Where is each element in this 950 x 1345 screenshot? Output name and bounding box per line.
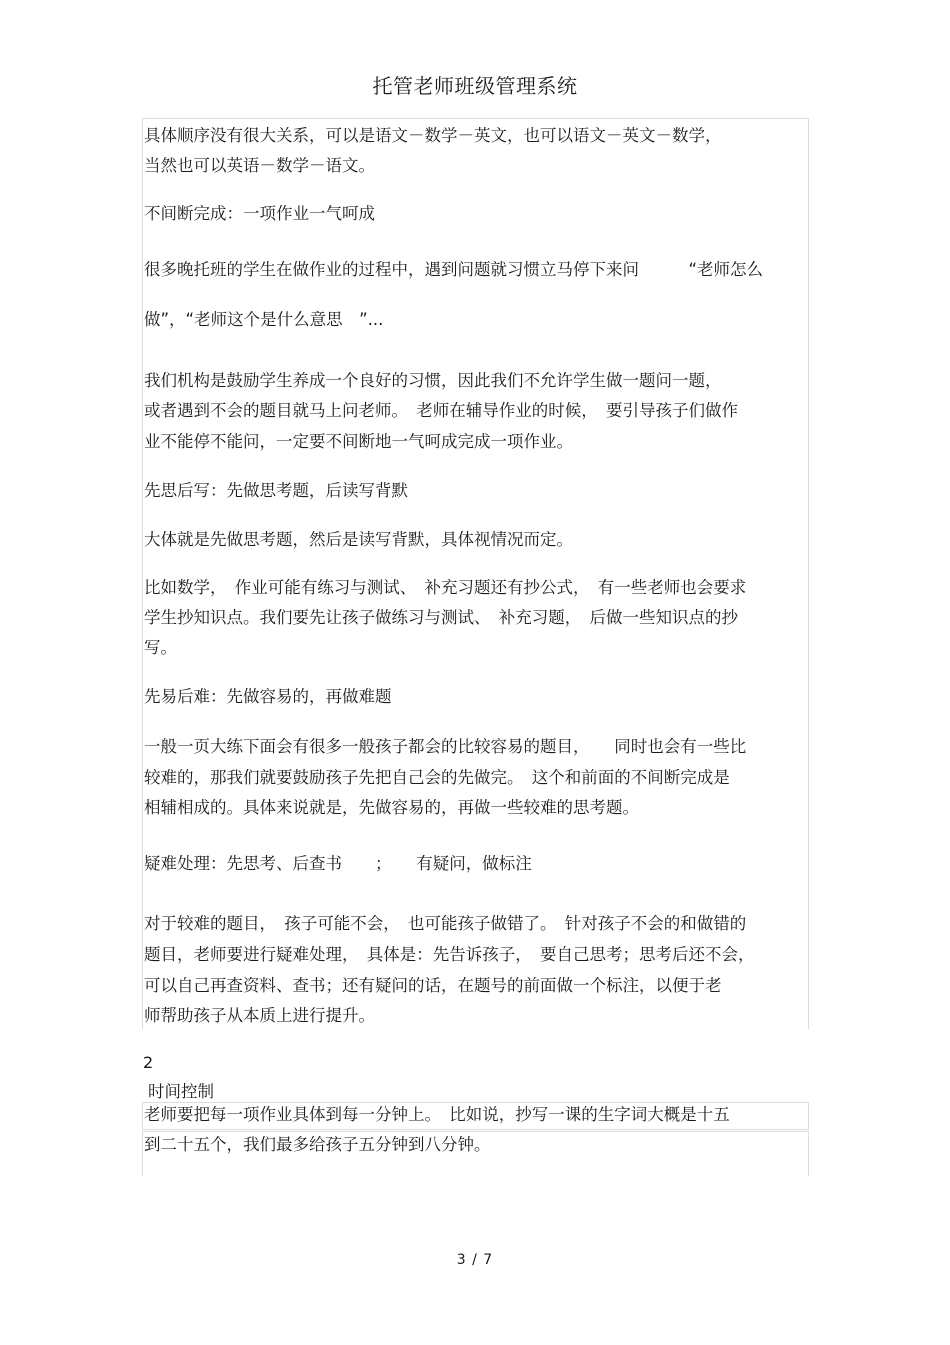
paragraph-line: 大体就是先做思考题，然后是读写背默，具体视情况而定。 <box>144 530 573 549</box>
paragraph-line: 业不能停不能问，一定要不间断地一气呵成完成一项作业。 <box>144 432 573 451</box>
paragraph-line: 师帮助孩子从本质上进行提升。 <box>144 1006 375 1025</box>
paragraph-line: 很多晚托班的学生在做作业的过程中，遇到问题就习惯立马停下来问 “老师怎么 <box>144 260 764 279</box>
paragraph-line: 老师要把每一项作业具体到每一分钟上。 比如说，抄写一课的生字词大概是十五 <box>144 1105 730 1124</box>
paragraph-line: 写。 <box>144 638 177 657</box>
subheading: 疑难处理：先思考、后查书 ； 有疑问，做标注 <box>144 854 532 873</box>
paragraph-line: 当然也可以英语－数学－语文。 <box>144 156 375 175</box>
paragraph-line: 具体顺序没有很大关系，可以是语文－数学－英文，也可以语文－英文－数学， <box>144 126 722 145</box>
section-number: 2 <box>143 1053 154 1072</box>
paragraph-line: 可以自己再查资料、查书；还有疑问的话，在题号的前面做一个标注，以便于老 <box>144 976 722 995</box>
subheading: 先易后难：先做容易的，再做难题 <box>144 687 392 706</box>
page-title: 托管老师班级管理系统 <box>372 74 578 98</box>
subheading: 不间断完成：一项作业一气呵成 <box>144 204 375 223</box>
paragraph-line: 我们机构是鼓励学生养成一个良好的习惯，因此我们不允许学生做一题问一题， <box>144 371 722 390</box>
subheading: 先思后写：先做思考题，后读写背默 <box>144 481 408 500</box>
content-frame <box>142 118 809 1029</box>
paragraph-line: 或者遇到不会的题目就马上问老师。 老师在辅导作业的时候， 要引导孩子们做作 <box>144 401 738 420</box>
paragraph-line: 相辅相成的。具体来说就是，先做容易的，再做一些较难的思考题。 <box>144 798 639 817</box>
section-title: 时间控制 <box>148 1082 214 1101</box>
page-indicator: 3 / 7 <box>456 1252 494 1268</box>
paragraph-line: 比如数学， 作业可能有练习与测试、 补充习题还有抄公式， 有一些老师也会要求 <box>144 578 747 597</box>
paragraph-line: 到二十五个，我们最多给孩子五分钟到八分钟。 <box>144 1135 491 1154</box>
paragraph-line: 题目，老师要进行疑难处理， 具体是：先告诉孩子， 要自己思考；思考后还不会， <box>144 945 755 964</box>
paragraph-line: 一般一页大练下面会有很多一般孩子都会的比较容易的题目， 同时也会有一些比 <box>144 737 747 756</box>
paragraph-line: 对于较难的题目， 孩子可能不会， 也可能孩子做错了。 针对孩子不会的和做错的 <box>144 914 747 933</box>
paragraph-line: 较难的，那我们就要鼓励孩子先把自己会的先做完。 这个和前面的不间断完成是 <box>144 768 730 787</box>
paragraph-line: 做”，“老师这个是什么意思 ”... <box>144 310 384 329</box>
paragraph-line: 学生抄知识点。我们要先让孩子做练习与测试、 补充习题， 后做一些知识点的抄 <box>144 608 738 627</box>
